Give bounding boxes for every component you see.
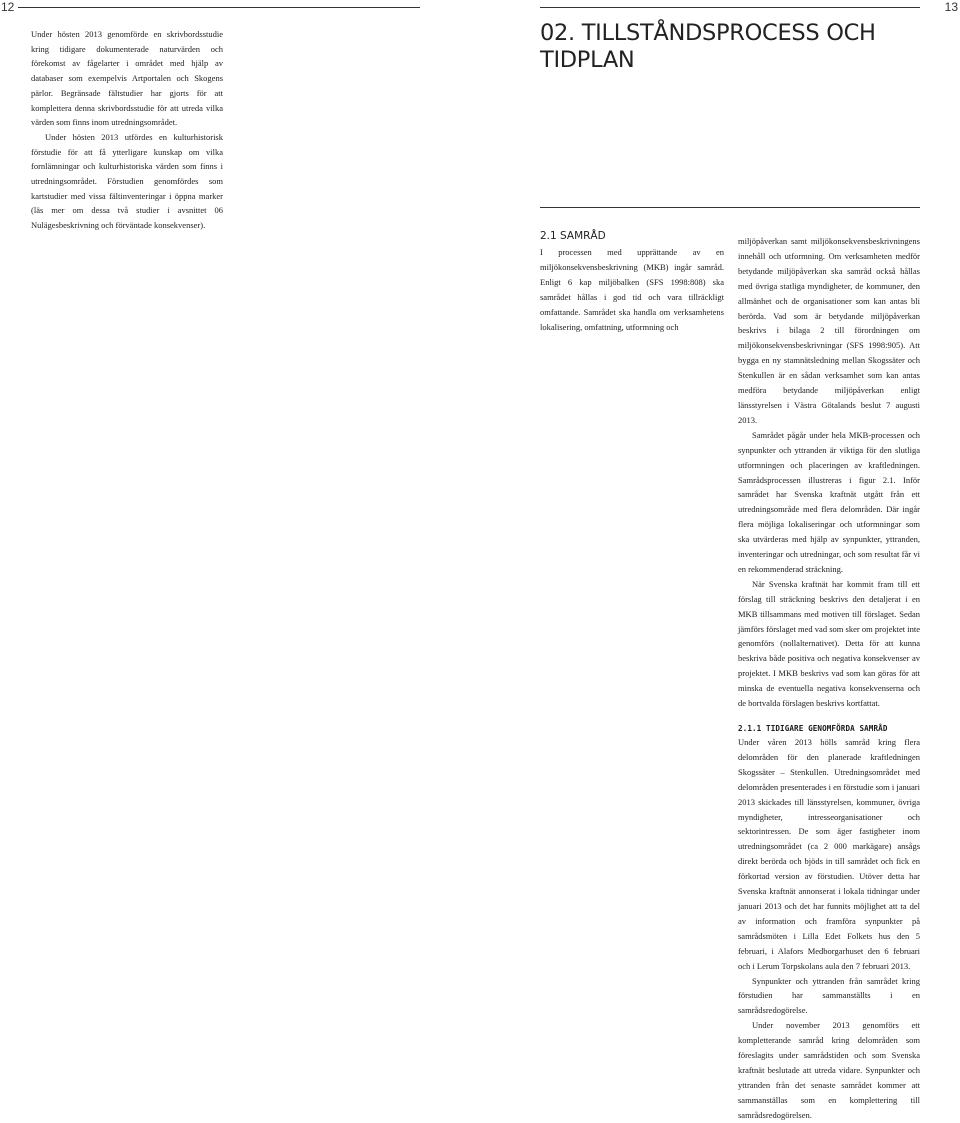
intro-text bbox=[31, 27, 223, 233]
chapter-rule bbox=[540, 207, 920, 208]
body-column-1 bbox=[540, 230, 724, 334]
body-paragraph: Under november 2013 genomförs ett kompletterande samråd kring delområden som föreslagits under samrådstiden och som Svenska kraftnät beslutade att utreda vidare. Synpunkter och yttranden från det senaste samrådet kommer att sammanställas som en komplettering till samrådsredogörelsen. bbox=[738, 1020, 920, 1120]
body-paragraph: Synpunkter och yttranden från samrådet kring förstudien har sammanställts i en samrådsredogörelse. bbox=[738, 975, 920, 1016]
subsection-heading-tidigare-samrad: 2.1.1 TIDIGARE GENOMFÖRDA SAMRÅD bbox=[738, 724, 888, 733]
page-number-right: 13 bbox=[944, 0, 958, 14]
body-column-2 bbox=[738, 234, 920, 1123]
body-paragraph-continued: När Svenska kraftnät har kommit fram till ett förslag till sträckning beskrivs den detaljerat i en MKB tillsammans med motiven till förslaget. Sedan jämförs förslaget med vad som sker om projektet inte genomförs (nollalternativet). Detta för att kunna beskriva både positiva och negativa konsekvenser av projektet. I MKB beskrivs vad som kan göras för att minska de eventuella negativa konsekvenserna och de bortvalda förslagen beskrivs kortfattat. bbox=[738, 578, 920, 709]
chapter-title: 02. TILLSTÅNDSPROCESS OCH TIDPLAN bbox=[540, 20, 876, 73]
section-heading-samrad: 2.1 SAMRÅD bbox=[540, 230, 606, 242]
body-paragraph: Under våren 2013 hölls samråd kring flera delområden för den planerade kraftledningen Skogssäter – Stenkullen. Utredningsområdet med delområden presenterades i en förstudie som i januari 2013 skickades till länsstyrelsen, kommuner, övriga myndigheter, intresseorganisationer och sektorintressen. De som äger fastigheter inom utredningsområdet (ca 2 000 markägare) ansågs direkt berörda och bjöds in till samrådet och fick en förkortad version av förstudien. Utöver detta har Svenska kraftnät annonserat i lokala tidningar under januari 2013 och det har funnits möjlighet att ta del av information och framföra synpunkter på samrådsmöten i Lilla Edet Folkets hus den 5 februari, i Alafors Medborgarhuset den 6 februari och i Lerum Torpskolans aula den 7 februari 2013. bbox=[738, 737, 920, 971]
body-paragraph: I processen med upprättande av en miljökonsekvensbeskrivning (MKB) ingår samråd. Enligt 6 kap miljöbalken (SFS 1998:808) ska samrådet hållas i god tid och vara tillräckligt omfattande. Samrådet ska handla om verksamhetens lokalisering, omfattning, utformning och bbox=[540, 247, 724, 332]
page-number-left: 12 bbox=[1, 0, 15, 14]
top-rule-right bbox=[540, 7, 920, 8]
body-paragraph-continued: miljöpåverkan samt miljökonsekvensbeskrivningens innehåll och utformning. Om verksamheten medför betydande miljöpåverkan ska samråd också hållas med övriga statliga myndigheter, de kommuner, den allmänhet och de organisationer som kan antas bli berörda. Vad som är betydande miljöpåverkan beskrivs i bilaga 2 till förordningen om miljökonsekvensbeskrivningar (SFS 1998:905). Att bygga en ny stamnätsledning mellan Skogssäter och Stenkullen är en sådan verksamhet som kan antas medföra betydande miljöpåverkan enligt länsstyrelsen i Västra Götalands beslut 7 augusti 2013. bbox=[738, 236, 920, 425]
intro-paragraph: Under hösten 2013 utfördes en kulturhistorisk förstudie för att få ytterligare kunskap om vilka fornlämningar och kulturhistoriska värden som finns i utredningsområdet. Förstudien genomfördes som kartstudier med vissa fältinventeringar i öppna marker (läs mer om dessa två studier i avsnittet 06 Nulägesbeskrivning och förväntade konsekvenser). bbox=[31, 131, 223, 231]
body-paragraph-continued: Samrådet pågår under hela MKB-processen och synpunkter och yttranden är viktiga för den slutliga utformningen och placeringen av kraftledningen. Samrådsprocessen illustreras i figur 2.1. Inför samrådet har Svenska kraftnät utgått från ett utredningsområde med flera delområden. Där ingår flera möjliga lokaliseringar och utformningar som ska utvärderas med hjälp av synpunkter, yttranden, inventeringar och utredningar, och som resultat får vi en rekommenderad sträckning. bbox=[738, 429, 920, 574]
top-rule-left bbox=[18, 7, 420, 8]
intro-paragraph: Under hösten 2013 genomförde en skrivbordsstudie kring tidigare dokumenterade naturvärden och förekomst av fågelarter i området med hjälp av databaser som exempelvis Artportalen och Skogens pärlor. Begränsade fältstudier har gjorts för att komplettera denna skrivbordsstudie för att utreda vilka värden som finns inom utredningsområdet. bbox=[31, 29, 223, 128]
